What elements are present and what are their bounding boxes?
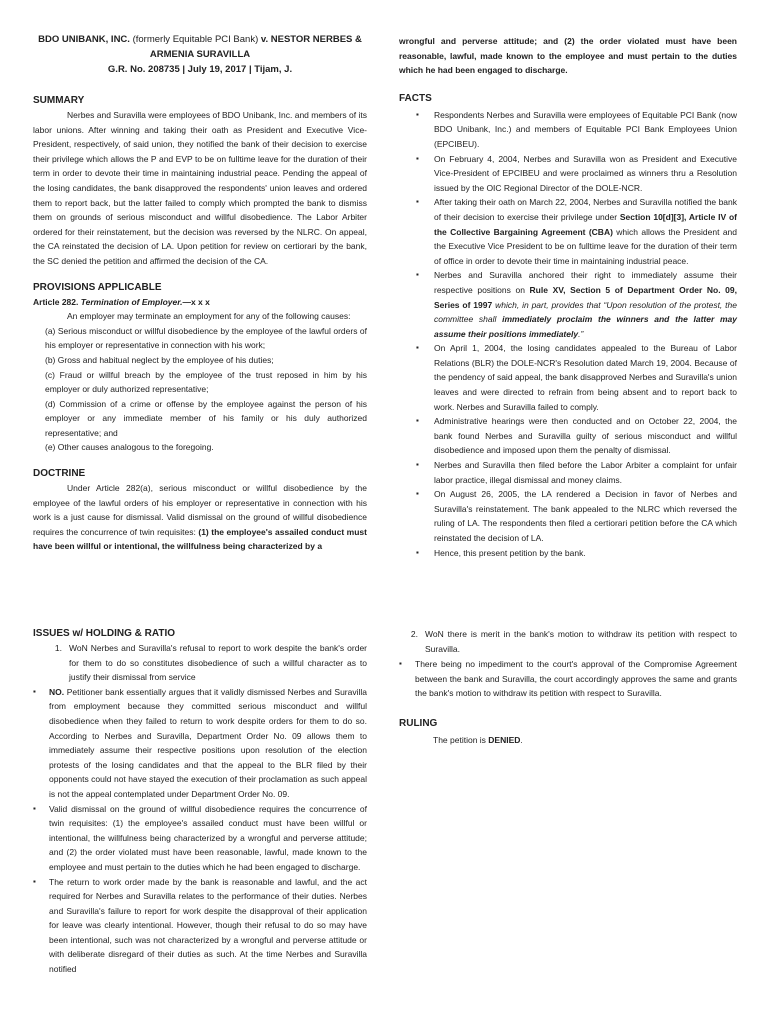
fact-bold-italic-text: immediately proclaim the winners and the latter may assume their positions immediately	[434, 314, 737, 339]
article-xxx: —x x x	[182, 296, 210, 307]
cause-item: (a) Serious misconduct or willful disobedience by the employee of the lawful orders of his employer or representative in connection with his work;	[45, 325, 367, 351]
fact-text: .”	[578, 328, 584, 339]
issue-2	[399, 627, 737, 656]
issue-2-text: WoN there is merit in the bank's motion to withdraw its petition with respect to Suravilla.	[425, 629, 737, 654]
fact-text: Administrative hearings were then conducted and on October 22, 2004, the bank found Nerbes and Suravilla guilty of serious misconduct and willful disobedience and imposed upon them the penalty of dismissal.	[434, 416, 737, 456]
fact-text: Hence, this present petition by the bank.	[434, 547, 586, 558]
title-parties: NESTOR NERBES & ARMENIA SURAVILLA	[149, 34, 362, 60]
ratio-item: ▪ Valid dismissal on the ground of willful disobedience requires the concurrence of twin requisites: (1) the employee's assailed conduct must have been willful or intentional, the willfulness being characterized by a wrongful and perverse attitude; and (2) the order violated must have been reasonable, lawful, made known to the employee and must pertain to the duties which he had been engaged to discharge.	[33, 802, 367, 875]
title-formerly: (formerly Equitable PCI Bank)	[132, 34, 259, 45]
cause-item: (e) Other causes analogous to the foregoing.	[45, 442, 214, 453]
issue-1-number: 1.	[54, 643, 62, 653]
cause-item: (b) Gross and habitual neglect by the employee of his duties;	[45, 354, 274, 365]
page2-left-column	[33, 627, 367, 977]
article-intro: An employer may terminate an employment for any of the following causes:	[67, 311, 351, 322]
title-gr: G.R. No. 208735 | July 19, 2017 | Tijam, J.	[107, 64, 293, 75]
ruling-post: .	[520, 734, 523, 745]
doctrine-text-bold: (1) the employee's assailed conduct must have been willful or intentional, the willfulness being characterized by a	[33, 526, 367, 552]
article-title: Termination of Employer.	[80, 296, 183, 307]
fact-bold-text: Rule XV, Section 5 of Department Order No. 09, Series of 1997	[434, 284, 738, 310]
facts-list	[399, 108, 737, 560]
holding-2: ▪ There being no impediment to the court's approval of the Compromise Agreement between the bank and Suravilla, the court accordingly approves the same and grants the bank's motion to withdraw its petition with respect to Suravilla.	[399, 657, 737, 701]
fact-text: which allows the President and the Executive Vice President to be on fulltime leave for the duration of their term of office in order to devote their time in maintaining industrial peace.	[434, 226, 737, 266]
issue-1	[33, 641, 367, 685]
page1-right-column	[399, 34, 737, 560]
fact-item	[399, 546, 737, 561]
page2-right-column	[399, 627, 737, 748]
fact-text: Nerbes and Suravilla then filed before the Labor Arbiter a complaint for unfair labor practice, illegal dismissal and money claims.	[434, 460, 737, 485]
fact-item	[399, 341, 737, 414]
summary-heading: SUMMARY	[33, 95, 85, 106]
fact-item	[399, 487, 737, 545]
fact-item	[399, 414, 737, 458]
title-bank: BDO UNIBANK, INC.	[38, 34, 130, 45]
fact-text: Respondents Nerbes and Suravilla were employees of Equitable PCI Bank (now BDO Unibank, Inc.) and members of Equitable PCI Bank Employees Union (EPCIBEU).	[434, 109, 737, 149]
holding-1-answer: NO.	[49, 686, 65, 697]
doctrine-continued: wrongful and perverse attitude; and (2) the order violated must have been reasonable, lawful, made known to the employee and must pertain to the duties which he had been engaged to discharge.	[399, 36, 737, 76]
fact-text: On April 1, 2004, the losing candidates appealed to the Bureau of Labor Relations (BLR) the DOLE-NCR's Resolution dated March 19, 2004. Because of the pendency of said appeal, the bank disapproved Nerbes and Suravilla's union leaves and were directed to refrain from being absent and to report back to work. Nerbes and Suravilla failed to comply.	[434, 343, 737, 412]
ruling-verdict: DENIED	[488, 734, 521, 745]
holding-1	[33, 685, 367, 802]
fact-item	[399, 108, 737, 152]
article-num: Article 282.	[33, 296, 79, 307]
ruling-pre: The petition is	[433, 734, 489, 745]
page1-left-column	[33, 32, 367, 554]
ratio-item: ▪ The return to work order made by the bank is reasonable and lawful, and the act required for Nerbes and Suravilla relates to the performance of their duties. Nerbes and Suravilla's failure to report for work despite the disapproval of their application for leave was clearly intentional. However, though their refusal to do so may have been intentional, such was not characterized by a wrongful and perverse attitude or with deliberate disregard of their duties as such. At the time Nerbes and Suravilla notified	[33, 875, 367, 977]
ratio-list-1	[33, 685, 367, 977]
fact-bold-text: Section 10[d][3], Article IV of the Collective Bargaining Agreement (CBA)	[434, 211, 737, 237]
fact-item	[399, 268, 737, 341]
fact-item	[399, 458, 737, 487]
fact-text: Nerbes and Suravilla anchored their right to immediately assume their respective positions on	[434, 270, 737, 295]
cause-item: (d) Commission of a crime or offense by the employee against the person of his employer or any immediate member of his family or his duly authorized representative; and	[45, 398, 367, 438]
doctrine-text-plain: Under Article 282(a), serious misconduct or willful disobedience by the employee of the lawful orders of his employer or representative in connection with his work is a just cause for dismissal. Valid dismissal on the ground of willful disobedience requires the concurrence of twin requisites:	[33, 483, 367, 537]
holding-1-text: Petitioner bank essentially argues that it validly dismissed Nerbes and Suravilla from employment because they committed serious misconduct and willful disobedience when they failed to return to work despite orders for them to do so. According to Nerbes and Suravilla, Department Order No. 09 allows them to immediately assume their respective positions upon resolution of the election protests of the losing candidates and that the appeal to the BLR filed by their opponents could not have stayed the execution of their proclamation as such appeal is not the appeal contemplated under Department Order No. 09.	[49, 686, 367, 799]
fact-text: which, in part, provides that “Upon resolution of the protest, the committee shall	[434, 299, 737, 325]
fact-text: On August 26, 2005, the LA rendered a Decision in favor of Nerbes and Suravilla's reinstatement. The bank appealed to the NLRC which reversed the ruling of LA. The respondents then filed a certiorari petition before the CA which reinstated the decision of LA.	[434, 489, 737, 543]
case-title	[33, 32, 367, 77]
fact-text: On February 4, 2004, Nerbes and Suravilla won as President and Executive Vice-President of EPCIBEU and were proclaimed as winners thru a Resolution issued by the OIC Regional Director of the DOLE-NCR.	[434, 153, 737, 193]
doctrine-text	[33, 481, 367, 554]
causes-list	[33, 324, 367, 455]
fact-item	[399, 152, 737, 196]
ratio-list-2	[399, 657, 737, 701]
facts-heading: FACTS	[399, 92, 432, 104]
doctrine-heading: DOCTRINE	[33, 468, 86, 480]
issue-1-text: WoN Nerbes and Suravilla's refusal to report to work despite the bank's order for them to do so constitutes disobedience of such a willful character as to justify their dismissal from service	[69, 643, 367, 683]
issue-2-number: 2.	[410, 629, 418, 639]
issues-heading: ISSUES w/ HOLDING & RATIO	[33, 628, 176, 639]
ruling-text	[399, 733, 737, 748]
cause-item: (c) Fraud or willful breach by the employee of the trust reposed in him by his employer or duly authorized representative;	[45, 369, 367, 395]
article-heading	[33, 295, 367, 310]
provisions-heading: PROVISIONS APPLICABLE	[33, 281, 162, 293]
fact-text: After taking their oath on March 22, 2004, Nerbes and Suravilla notified the bank of their decision to exercise their privilege under	[434, 197, 737, 222]
summary-text: Nerbes and Suravilla were employees of BDO Unibank, Inc. and members of its labor unions. After winning and taking their oath as President and Executive Vice-President, respectively, of said union, they notified the bank of their decision to exercise their privilege which allows the P and EVP to be on fulltime leave for the duration of their term in order to devote their time in maintaining industrial peace. Pending the appeal of the losing candidates, the bank disapproved the respondents' union leaves and ordered them to report back, but the latter failed to comply which prompted the bank to dismiss them on grounds of serious misconduct and willful disobedience. The Labor Arbiter ordered for their reinstatement, but the decision was reversed by the NLRC. On appeal, the CA reinstated the decision of LA. Upon petition for review on certiorari by the bank, the SC denied the petition and affirmed the decision of the CA.	[33, 110, 367, 266]
title-v: v.	[260, 34, 269, 45]
ruling-heading: RULING	[399, 717, 438, 729]
fact-item	[399, 195, 737, 268]
